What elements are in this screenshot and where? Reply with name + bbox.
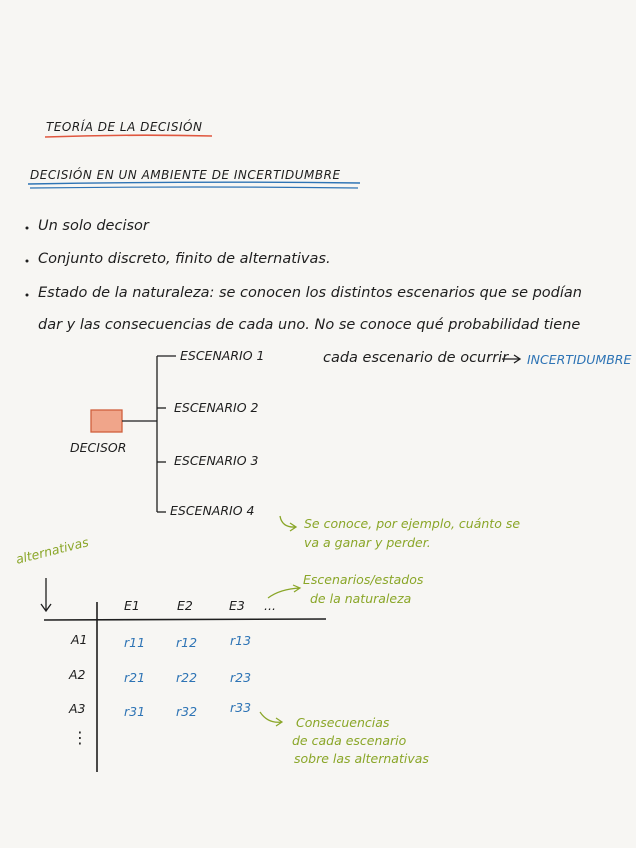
decisor-label: DECISOR xyxy=(70,440,127,455)
bullet-3-continuation-2: cada escenario de ocurrir xyxy=(323,350,509,366)
uncertainty-label: INCERTIDUMBRE xyxy=(527,352,632,367)
states-note-arrow xyxy=(268,585,300,598)
cell-r23: r23 xyxy=(230,670,252,685)
title-underline xyxy=(45,135,212,137)
consequences-note-line-1: Consecuencias xyxy=(296,715,390,730)
cell-r11: r11 xyxy=(124,635,146,650)
table-horizontal-line xyxy=(44,619,326,620)
states-note-line-2: de la naturaleza xyxy=(310,591,412,606)
consequences-note-line-3: sobre las alternativas xyxy=(294,751,429,766)
decisor-box xyxy=(91,410,122,432)
row-label-a3: A3 xyxy=(69,701,86,716)
scenario-2: ESCENARIO 2 xyxy=(174,400,259,415)
note-arrow xyxy=(280,516,296,531)
scenario-4: ESCENARIO 4 xyxy=(170,503,255,518)
subtitle: DECISIÓN EN UN AMBIENTE DE INCERTIDUMBRE xyxy=(30,168,341,182)
bullet-dot xyxy=(26,294,29,297)
cell-r12: r12 xyxy=(176,635,198,650)
scenario-note-line-1: Se conoce, por ejemplo, cuánto se xyxy=(304,516,521,531)
column-header-e1: E1 xyxy=(124,598,140,613)
bullet-1: Un solo decisor xyxy=(38,218,149,234)
consequences-note-line-2: de cada escenario xyxy=(292,733,407,748)
cell-r13: r13 xyxy=(230,633,252,648)
column-header-e2: E2 xyxy=(177,598,193,613)
cell-r22: r22 xyxy=(176,670,198,685)
cell-r21: r21 xyxy=(124,670,146,685)
bullet-dot xyxy=(26,260,29,263)
bullet-2: Conjunto discreto, finito de alternativas. xyxy=(38,251,331,267)
row-continuation-dots: ⋮ xyxy=(72,728,88,747)
row-label-a2: A2 xyxy=(69,667,86,682)
bullet-dot xyxy=(26,227,29,230)
scenario-note-line-2: va a ganar y perder. xyxy=(304,535,431,550)
cell-r33: r33 xyxy=(230,700,252,715)
scenario-3: ESCENARIO 3 xyxy=(174,453,259,468)
bullet-3: Estado de la naturaleza: se conocen los distintos escenarios que se podían xyxy=(38,285,582,301)
scenario-1: ESCENARIO 1 xyxy=(180,348,265,363)
column-header-e3: E3 xyxy=(229,598,245,613)
cons-note-arrow xyxy=(260,712,282,726)
alternatives-arrow xyxy=(41,578,51,611)
main-title: TEORÍA DE LA DECISIÓN xyxy=(46,120,203,134)
bullet-3-continuation: dar y las consecuencias de cada uno. No se conoce qué probabilidad tiene xyxy=(38,317,581,333)
column-header-more: ... xyxy=(264,598,276,613)
states-note-line-1: Escenarios/estados xyxy=(303,572,424,587)
subtitle-underline-2 xyxy=(30,187,358,188)
subtitle-underline-1 xyxy=(28,182,360,184)
cell-r32: r32 xyxy=(176,704,198,719)
cell-r31: r31 xyxy=(124,704,146,719)
alternatives-label: alternativas xyxy=(14,534,90,567)
row-label-a1: A1 xyxy=(71,632,88,647)
